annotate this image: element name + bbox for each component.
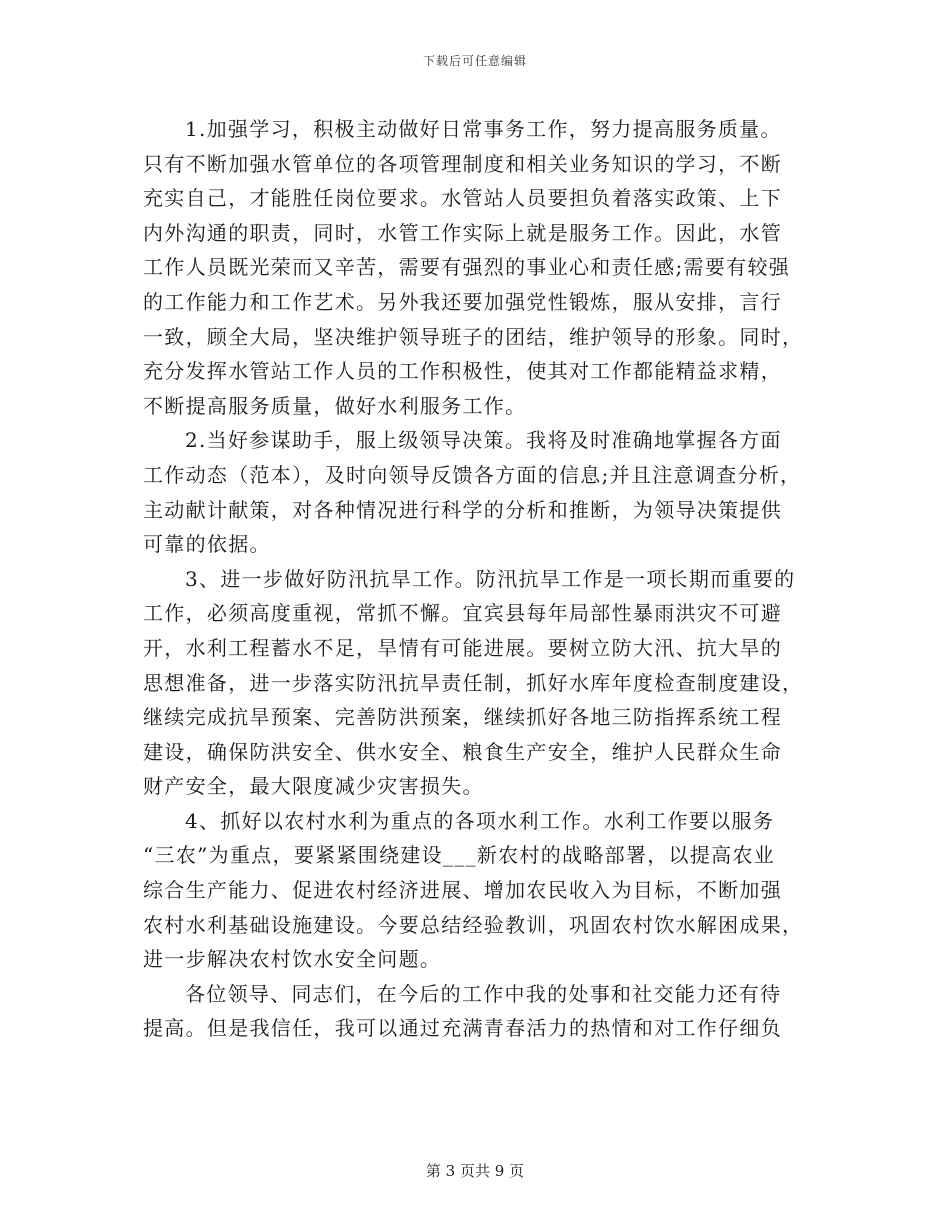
paragraph-line: 一致，顾全大局，坚决维护领导班子的团结，维护领导的形象。同时， <box>143 324 804 349</box>
paragraph-first-line: 1.加强学习，积极主动做好日常事务工作，努力提高服务质量。 <box>185 117 782 141</box>
paragraph-line: 财产安全，最大限度减少灾害损失。 <box>143 774 484 799</box>
paragraph-line: 农村水利基础设施建设。今要总结经验教训，巩固农村饮水解困成果， <box>143 912 804 937</box>
paragraph-line: “三农”为重点，要紧紧围绕建设___新农村的战略部署，以提高农业 <box>143 843 776 868</box>
paragraph-line: 继续完成抗旱预案、完善防洪预案，继续抓好各地三防指挥系统工程 <box>143 705 782 730</box>
paragraph-first-line: 2.当好参谋助手，服上级领导决策。我将及时准确地掌握各方面 <box>185 428 782 453</box>
paragraph-line: 充分发挥水管站工作人员的工作积极性，使其对工作都能精益求精， <box>143 359 782 384</box>
paragraph-line: 建设，确保防洪安全、供水安全、粮食生产安全，维护人民群众生命 <box>143 739 782 764</box>
paragraph-line: 提高。但是我信任，我可以通过充满青春活力的热情和对工作仔细负 <box>143 1016 782 1041</box>
paragraph-line: 只有不断加强水管单位的各项管理制度和相关业务知识的学习，不断 <box>143 151 782 176</box>
paragraph-line: 工作人员既光荣而又辛苦，需要有强烈的事业心和责任感;需要有较强 <box>143 255 791 280</box>
paragraph-line: 进一步解决农村饮水安全问题。 <box>143 947 442 972</box>
paragraph-line: 可靠的依据。 <box>143 532 271 557</box>
paragraph-line: 开，水利工程蓄水不足，旱情有可能进展。要树立防大汛、抗大旱的 <box>143 635 782 660</box>
paragraph-line: 不断提高服务质量，做好水利服务工作。 <box>143 393 527 418</box>
paragraph-line: 工作动态（范本），及时向领导反馈各方面的信息;并且注意调查分析， <box>143 462 802 487</box>
paragraph-line: 主动献计献策，对各种情况进行科学的分析和推断，为领导决策提供 <box>143 497 782 522</box>
paragraph-first-line: 各位领导、同志们，在今后的工作中我的处事和社交能力还有待 <box>185 981 782 1006</box>
document-body <box>143 112 811 1046</box>
paragraph-line: 内外沟通的职责，同时，水管工作实际上就是服务工作。因此，水管 <box>143 220 782 245</box>
paragraph-first-line: 3、进一步做好防汛抗旱工作。防汛抗旱工作是一项长期而重要的 <box>185 566 796 591</box>
paragraph-line: 的工作能力和工作艺术。另外我还要加强党性锻炼，服从安排，言行 <box>143 289 782 314</box>
page-header: 下载后可任意编辑 <box>422 54 527 68</box>
paragraph-first-line: 4、抓好以农村水利为重点的各项水利工作。水利工作要以服务 <box>185 808 775 833</box>
paragraph-line: 思想准备，进一步落实防汛抗旱责任制，抓好水库年度检查制度建设， <box>143 670 804 695</box>
page-number: 第 3 页共 9 页 <box>425 1162 525 1180</box>
paragraph-line: 充实自己，才能胜任岗位要求。水管站人员要担负着落实政策、上下 <box>143 186 782 211</box>
paragraph-line: 工作，必须高度重视，常抓不懈。宜宾县每年局部性暴雨洪灾不可避 <box>143 601 782 626</box>
paragraph-line: 综合生产能力、促进农村经济进展、增加农民收入为目标，不断加强 <box>143 878 782 903</box>
